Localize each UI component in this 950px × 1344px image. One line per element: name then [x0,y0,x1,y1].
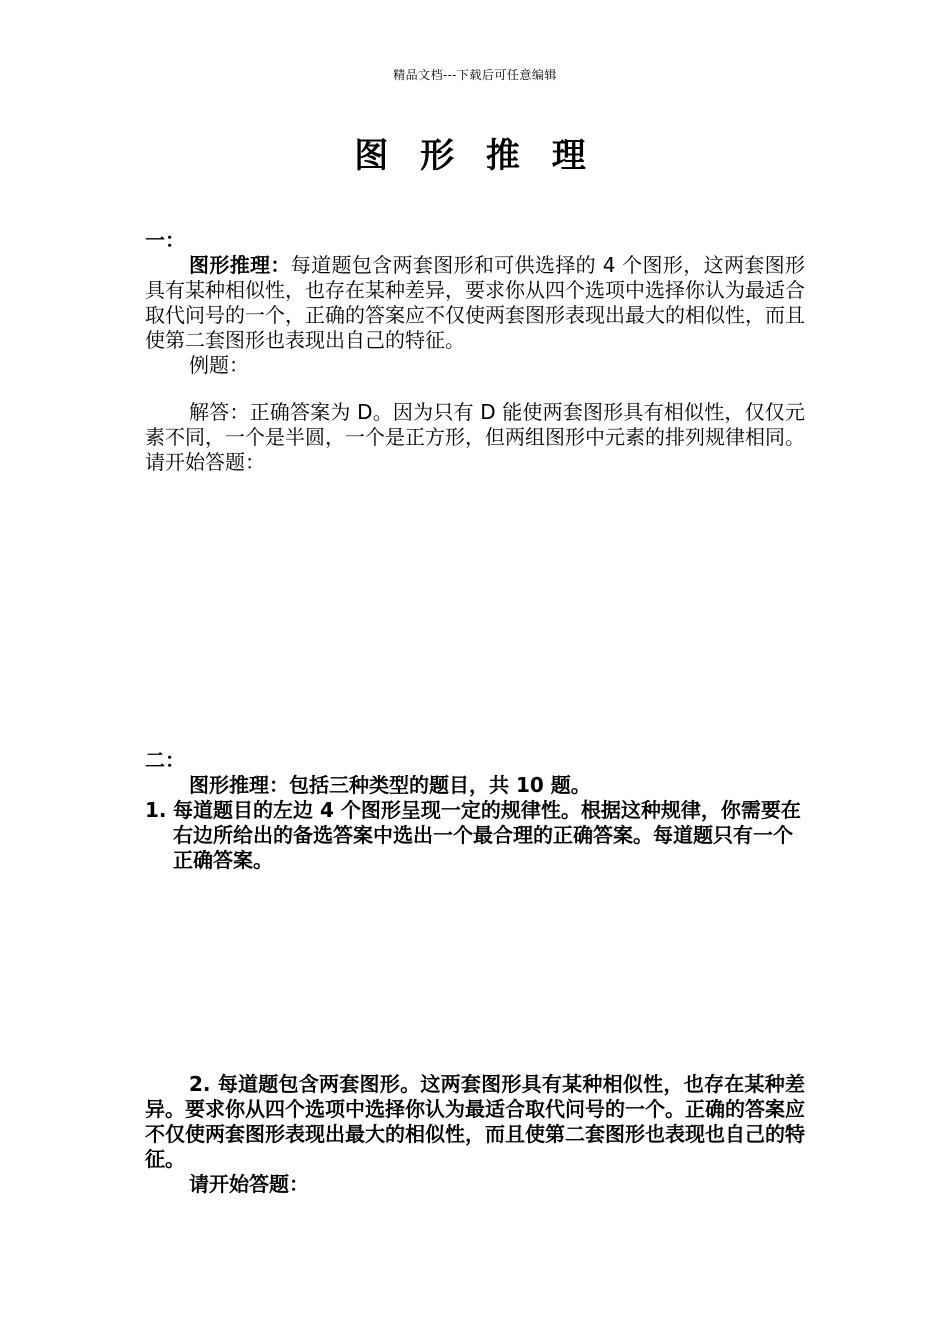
section-2 [145,748,805,873]
section-1-intro-text: 每道题包含两套图形和可供选择的 4 个图形，这两套图形具有某种相似性，也存在某种差异，要求你从四个选项中选择你认为最适合取代问号的一个，正确的答案应不仅使两套图形表现出最大的相似性，而且使第二套图形也表现出自己的特征。 [145,253,805,352]
page-title: 图 形 推 理 [354,136,596,176]
section-2-item-1 [145,798,805,873]
section-2-item-1-text: 每道题目的左边 4 个图形呈现一定的规律性。根据这种规律，你需要在右边所给出的备选答案中选出一个最合理的正确答案。每道题只有一个正确答案。 [173,798,801,872]
section-1 [145,228,805,378]
section-2-start-label: 请开始答题： [189,1172,309,1196]
section-1-intro [145,253,805,353]
section-2-intro: 图形推理：包括三种类型的题目，共 10 题。 [189,773,591,797]
section-1-answer-block [145,400,805,475]
section-2-item-1-number: 1. [145,798,167,822]
section-1-heading: 一： [145,228,185,252]
section-2-item-2-block [145,1072,805,1197]
page-header: 精品文档---下载后可任意编辑 [393,68,557,82]
section-2-heading: 二： [145,748,185,772]
section-1-answer: 解答：正确答案为 D。因为只有 D 能使两套图形具有相似性，仅仅元素不同，一个是半圆，一个是正方形，但两组图形中元素的排列规律相同。 [145,400,805,449]
section-1-intro-label: 图形推理： [189,253,291,277]
section-2-item-2-text: 2. 每道题包含两套图形。这两套图形具有某种相似性，也存在某种差异。要求你从四个选项中选择你认为最适合取代问号的一个。正确的答案应不仅使两套图形表现出最大的相似性，而且使第二套图形也表现也自己的特征。 [145,1072,805,1171]
section-1-start-label: 请开始答题： [145,450,265,474]
section-1-example-label: 例题： [189,353,249,377]
